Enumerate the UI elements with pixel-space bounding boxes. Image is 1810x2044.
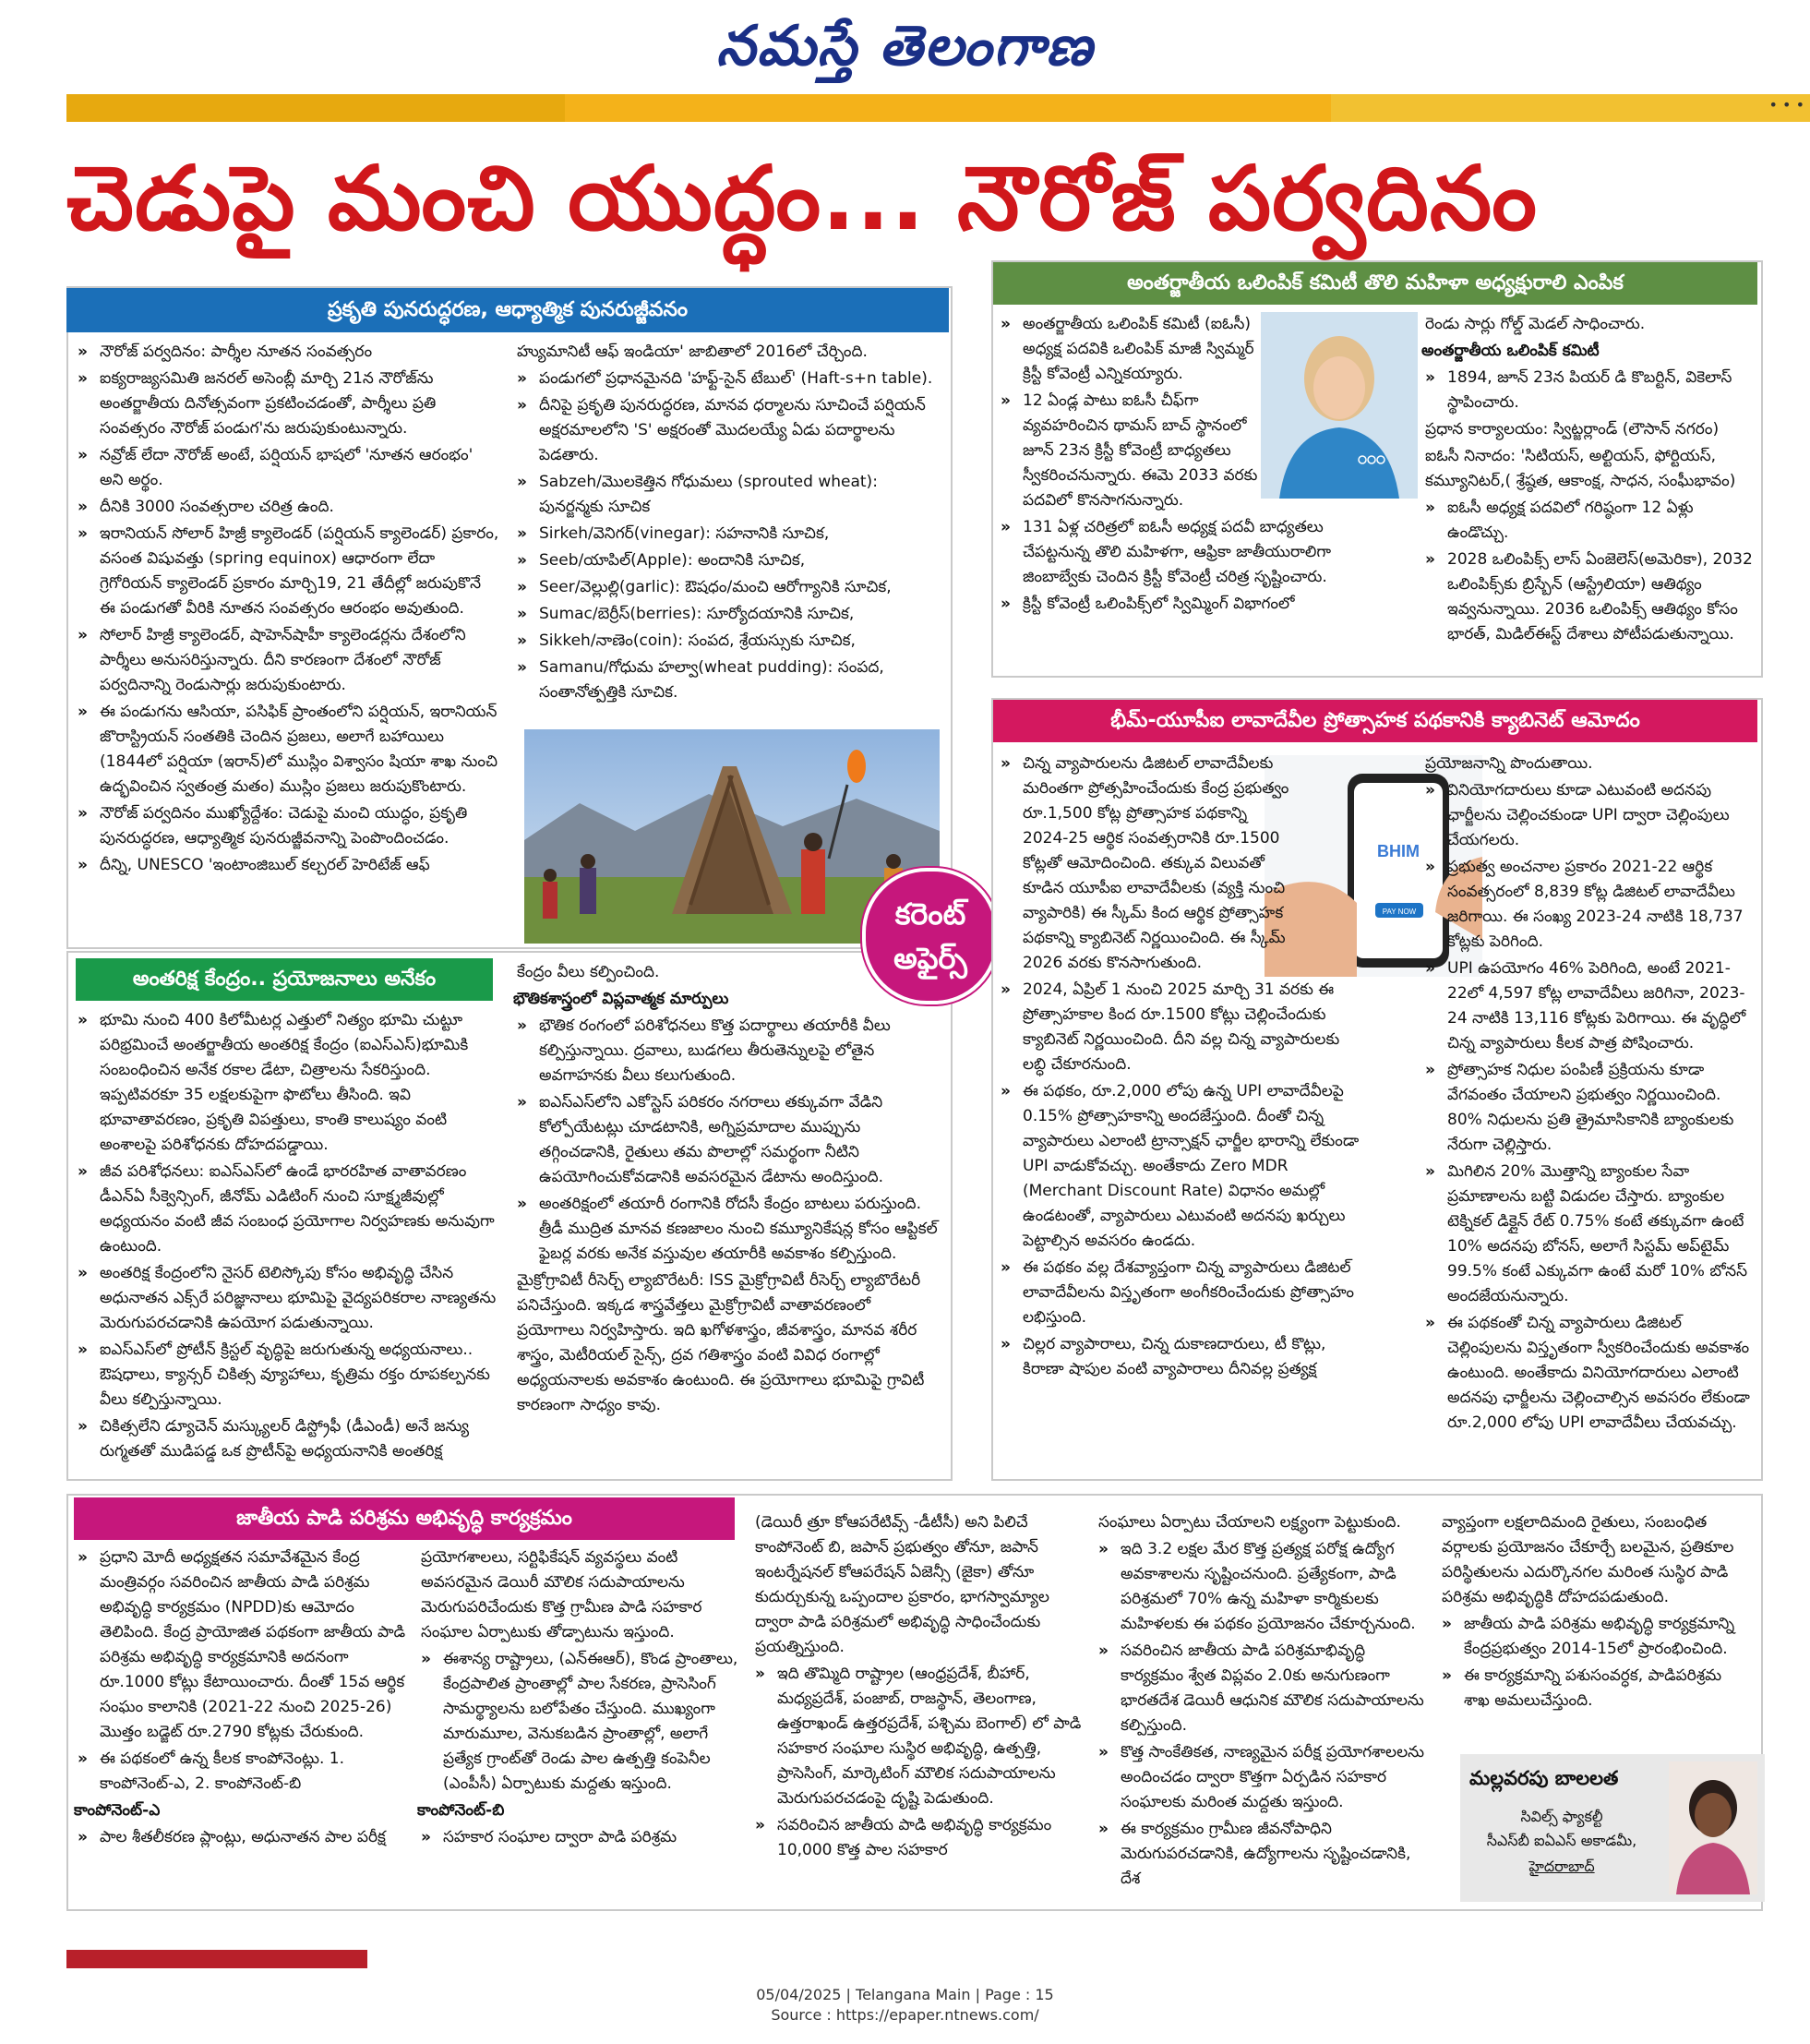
list-item: ఐఓసీ నినాదం: 'సిటియస్, అల్టియస్, ఫోర్టియస్, కమ్యూనిటర్,( శ్రేష్ఠత, ఆకాంక్ష, సాధన, సంఘీభావం) (1425, 447, 1736, 490)
dairy-column-5 (1438, 1510, 1752, 1715)
list-item: » ఈ పథకంతో చిన్న వ్యాపారులు డిజిటల్ చెల్లింపులను విస్తృతంగా స్వీకరించేందుకు అవకాశం ఉంటుంది. అంతేకాదు వినియోగదారులు ఎలాంటి అదనపు ఛార్జీలను చెల్లించాల్సిన అవసరం లేకుండా రూ.2,000 లోపు UPI లావాదేవీలు చేయవచ్చు. (1421, 1311, 1754, 1436)
list-item: » ప్రభుత్వ అంచనాల ప్రకారం 2021-22 ఆర్థిక సంవత్సరంలో 8,839 కోట్ల డిజిటల్ లావాదేవీలు జరిగాయి. ఈ సంఖ్య 2023-24 నాటికి 18,737 కోట్లకు పెరిగింది. (1421, 855, 1754, 955)
list-item: » ఈ పండుగను ఆసియా, పసిఫిక్ ప్రాంతంలోని పర్షియన్, ఇరానియన్ జొరాస్ట్రియన్ సంతతికి చెందిన ప్రజలు, అలాగే బహాయిలు (1844లో పర్షియా (ఇరాన్)లో ముస్లిం విశ్వాసం షియా శాఖ నుంచి ఉద్భవించిన స్వతంత్ర మతం) ముస్లిం ప్రజలు జరుపుకొంటారు. (74, 700, 500, 800)
list-item: » దీనిపై ప్రకృతి పునరుద్ధరణ, మానవ ధర్మాలను సూచించే పర్షియన్ అక్షరమాలలోని 'S' అక్షరంతో మొదలయ్యే ఏడు పదార్థాలను పెడతారు. (513, 393, 940, 468)
ioc-column-1 (997, 312, 1449, 619)
author-org: సీఎస్‌బీ ఐఏఎస్ అకాడమీ, (1486, 1832, 1637, 1849)
author-city: హైదరాబాద్ (1528, 1858, 1595, 1875)
list-item: » 131 ఏళ్ల చరిత్రలో ఐఓసీ అధ్యక్ష పదవీ బాధ్యతలు చేపట్టనున్న తొలి మహిళగా, ఆఫ్రికా జాతీయురాలిగా జింబాబ్వేకు చెందిన క్రిస్టీ కోవెంట్రీ చరిత్ర సృష్టించారు. (997, 515, 1381, 590)
list-item: » మిగిలిన 20% మొత్తాన్ని బ్యాంకుల సేవా ప్రమాణాలను బట్టి విడుదల చేస్తారు. బ్యాంకుల టెక్నికల్ డిక్లైన్ రేట్ 0.75% కంటే తక్కువగా ఉంటే 10% అదనపు బోనస్, అలాగే సిస్టమ్ అప్‌టైమ్ 99.5% కంటే ఎక్కువగా ఉంటే మరో 10% బోనస్ అందజేయనున్నారు. (1421, 1160, 1754, 1309)
list-item: » వినియోగదారులు కూడా ఎటువంటి అదనపు ఛార్జీలను చెల్లించకుండా UPI ద్వారా చెల్లింపులు చేయగలరు. (1421, 778, 1754, 853)
list-item: » ఈశాన్య రాష్ట్రాలు, (ఎన్ఈఆర్), కొండ ప్రాంతాలు, కేంద్రపాలిత ప్రాంతాల్లో పాల సేకరణ, ప్రాసెసింగ్ సామర్థ్యాలను బలోపేతం చేస్తుంది. ముఖ్యంగా మారుమూల, వెనుకబడిన ప్రాంతాల్లో, అలాగే ప్రత్యేక గ్రాంట్‌తో రెండు పాల ఉత్పత్తి కంపెనీల (ఎంపీసీ) ఏర్పాటుకు మద్దతు ఇస్తుంది. (417, 1647, 740, 1797)
upi-column-1 (997, 751, 1366, 1384)
page-headline: చెడుపై మంచి యుద్ధం... నౌరోజ్ పర్వదినం (66, 147, 1538, 250)
author-box (1460, 1754, 1765, 1902)
list-item: » పాల శీతలీకరణ ప్లాంట్లు, అధునాతన పాల పరీక్ష (74, 1825, 406, 1850)
ioc-col1-text (997, 312, 1449, 617)
nowruz-column-2 (513, 340, 940, 707)
dairy-subheading-b: కాంపోనెంట్-బి (417, 1801, 505, 1820)
author-role: సివిల్స్ ఫ్యాకల్టీ (1520, 1808, 1603, 1825)
list-item: » 2024, ఏప్రిల్ 1 నుంచి 2025 మార్చి 31 వరకు ఈ ప్రోత్సాహకాల కింద రూ.1500 కోట్లు చెల్లించేందుకు క్యాబినెట్ నిర్ణయించింది. దీని వల్ల చిన్న వ్యాపారులకు లబ్ధి చేకూరనుంది. (997, 978, 1366, 1077)
list-item: » ప్రోత్సాహక నిధుల పంపిణీ ప్రక్రియను కూడా వేగవంతం చేయాలని ప్రభుత్వం నిర్ణయించింది. 80% నిధులను ప్రతి త్రైమాసికానికి బ్యాంకులకు నేరుగా చెల్లిస్తారు. (1421, 1058, 1754, 1158)
ioc-heading: అంతర్జాతీయ ఒలింపిక్ కమిటీ తొలి మహిళా అధ్యక్షురాలి ఎంపిక (993, 262, 1757, 305)
list-item: » అంతర్జాతీయ ఒలింపిక్ కమిటీ (ఐఓసీ) అధ్యక్ష పదవికి ఒలింపిక్ మాజీ స్విమ్మర్ క్రిస్టీ కోవెంట్రీ ఎన్నికయ్యారు. (997, 312, 1263, 387)
list-item: ప్రధాన కార్యాలయం: స్విట్జర్లాండ్ (లౌసాన్ నగరం) (1425, 420, 1720, 439)
list-item: » నౌరోజ్ పర్వదినం ముఖ్యోద్దేశం: చెడుపై మంచి యుద్ధం, ప్రకృతి పునరుద్ధరణ, ఆధ్యాత్మిక పునరుజ్జీవనాన్ని పెంపొందించడం. (74, 801, 500, 851)
dairy-heading: జాతీయ పాడి పరిశ్రమ అభివృద్ధి కార్యక్రమం (74, 1497, 735, 1540)
list-item: » ఈ పథకం, రూ.2,000 లోపు ఉన్న UPI లావాదేవీలపై 0.15% ప్రోత్సాహకాన్ని అందజేస్తుంది. దీంతో చిన్న వ్యాపారులు ఎలాంటి ట్రాన్సాక్షన్ ఛార్జీల భారాన్ని లేకుండా UPI వాడుకోవచ్చు. అంతేకాదు Zero MDR (Merchant Discount Rate) విధానం అమల్లో ఉండటంతో, వ్యాపారులు ఎటువంటి అదనపు ఖర్చులు పెట్టాల్సిన అవసరం ఉండదు. (997, 1079, 1366, 1254)
list-item: » ఈ పథకం వల్ల దేశవ్యాప్తంగా చిన్న వ్యాపారులు డిజిటల్ లావాదేవీలను విస్తృతంగా అంగీకరించేందుకు ప్రోత్సాహం లభిస్తుంది. (997, 1256, 1366, 1330)
current-affairs-badge (862, 868, 999, 1004)
pay-now-label: PAY NOW (1382, 908, 1417, 916)
author-photo (1669, 1761, 1757, 1894)
dairy-subheading-a: కాంపోనెంట్-ఎ (74, 1801, 161, 1820)
space-column-2 (513, 960, 940, 1420)
list-item: » జీవ పరిశోధనలు: ఐఎస్ఎస్‌లో ఉండే భారరహిత వాతావరణం డీఎన్ఏ సీక్వెన్సింగ్, జీనోమ్ ఎడిటింగ్ నుంచి సూక్ష్మజీవుల్లో అధ్యయనం వంటి జీవ సంబంధ ప్రయోగాల నిర్వహణకు అనువుగా ఉంటుంది. (74, 1160, 500, 1259)
list-item: » 12 ఏండ్ల పాటు ఐఓసీ చీఫ్‌గా వ్యవహరించిన థామస్ బాచ్ స్థానంలో జూన్ 23న క్రిస్టీ కోవెంట్రీ బాధ్యతలు స్వీకరించనున్నారు. ఈమె 2033 వరకు పదవిలో కొనసాగనున్నారు. (997, 389, 1265, 513)
dairy-column-2 (417, 1545, 740, 1852)
list-item: » చికిత్సలేని డ్యూచెన్ మస్క్యులర్ డిస్ట్రోఫీ (డీఎండీ) అనే జన్యు రుగ్మతతో ముడిపడ్డ ఒక ప్రొటీన్‌పై అధ్యయనానికి అంతరిక్ష (74, 1414, 500, 1464)
band-dots: • • • (1768, 96, 1804, 114)
list-item: » నవ్రోజ్ లేదా నౌరోజ్ అంటే, పర్షియన్ భాషలో 'నూతన ఆరంభం' అని అర్థం. (74, 443, 500, 493)
list-item: » సోలార్ హిజ్రీ క్యాలెండర్, షాహెన్‌షాహీ క్యాలెండర్లను దేశంలోని పార్శీలు అనుసరిస్తున్నారు. దీని కారణంగా దేశంలో నౌరోజ్ పర్వదినాన్ని రెండుసార్లు జరుపుకుంటారు. (74, 623, 500, 698)
list-item: » ఐఎస్ఎస్‌లో ప్రోటీన్ క్రిస్టల్ వృద్ధిపై జరుగుతున్న అధ్యయనాలు.. ఔషధాలు, క్యాన్సర్ చికిత్స వ్యూహాలు, కృత్రిమ రక్తం రూపకల్పనకు వీలు కల్పిస్తున్నాయి. (74, 1338, 500, 1413)
footer-edition-line: 05/04/2025 | Telangana Main | Page : 15 (756, 1986, 1054, 2003)
list-item: » అంతరిక్షంలో తయారీ రంగానికి రోదసీ కేంద్రం బాటలు పరుస్తుంది. త్రీడీ ముద్రిత మానవ కణజాలం నుంచి కమ్యూనికేషన్ల కోసం ఆప్టికల్ ఫైబర్ల వరకు అనేక వస్తువుల తయారీకి అవకాశం కల్పిస్తుంది. (513, 1192, 940, 1267)
list-item: » ఇది 3.2 లక్షల మేర కొత్త ప్రత్యక్ష పరోక్ష ఉద్యోగ అవకాశాలను సృష్టించనుంది. ప్రత్యేకంగా, పాడి పరిశ్రమలో 70% ఉన్న మహిళా కార్మికులకు మహిళలకు ఈ పథకం ప్రయోజనం చేకూర్చనుంది. (1095, 1537, 1427, 1637)
dairy-column-3 (751, 1510, 1084, 1865)
list-item: » ఐఓసీ అధ్యక్ష పదవిలో గరిష్ఠంగా 12 ఏళ్లు ఉండొచ్చు. (1421, 496, 1754, 546)
list-item: మైక్రోగ్రావిటీ రీసెర్చ్ ల్యాబొరేటరీ: ISS మైక్రోగ్రావిటీ రీసెర్చ్ ల్యాబొరేటరీ పనిచేస్తుంది. ఇక్కడ శాస్త్రవేత్తలు మైక్రోగ్రావిటీ వాతావరణంలో ప్రయోగాలు నిర్వహిస్తారు. ఇది ఖగోళశాస్త్రం, జీవశాస్త్రం, మానవ శరీర శాస్త్రం, మెటీరియల్ సైన్స్, ద్రవ గతిశాస్త్రం వంటి వివిధ రంగాల్లో అధ్యయనాలకు అవకాశం ఉంటుంది. ఈ ప్రయోగాలు భూమిపై గ్రావిటీ కారణంగా సాధ్యం కావు. (517, 1271, 925, 1414)
list-item: రెండు సార్లు గోల్డ్ మెడల్ సాధించారు. (1425, 315, 1646, 333)
list-item: » ప్రధాని మోదీ అధ్యక్షతన సమావేశమైన కేంద్ర మంత్రివర్గం సవరించిన జాతీయ పాడి పరిశ్రమ అభివృద్ధి కార్యక్రమం (NPDD)కు ఆమోదం తెలిపింది. కేంద్ర ప్రాయోజిత పథకంగా జాతీయ పాడి పరిశ్రమ అభివృద్ధి కార్యక్రమానికి అదనంగా రూ.1000 కోట్లు కేటాయించారు. దీంతో 15వ ఆర్థిక సంఘం కాలానికి (2021-22 నుంచి 2025-26) మొత్తం బడ్జెట్ రూ.2790 కోట్లకు చేరుకుంది. (74, 1545, 406, 1745)
list-item: » ఇరానియన్ సోలార్ హిజ్రీ క్యాలెండర్ (పర్షియన్ క్యాలెండర్) ప్రకారం, వసంత విషువత్తు (spring equinox) ఆధారంగా లేదా గ్రెగోరియన్ క్యాలెండర్ ప్రకారం మార్చి19, 21 తేదీల్లో జరుపుకొనే ఈ పండుగతో వీరికి నూతన సంవత్సరం ఆరంభం అవుతుంది. (74, 522, 500, 621)
dairy-column-1 (74, 1545, 406, 1852)
list-item: » చిల్లర వ్యాపారాలు, చిన్న దుకాణదారులు, టీ కొట్లు, కిరాణా షాపుల వంటి వ్యాపారాలు దీనివల్ల ప్రత్యక్ష (997, 1332, 1366, 1382)
list-item: వ్యాప్తంగా లక్షలాదిమంది రైతులు, సంబంధిత వర్గాలకు ప్రయోజనం చేకూర్చే బలమైన, ప్రతికూల పరిస్థితులను ఎదుర్కొనగల మరింత సుస్థిర పాడి పరిశ్రమ అభివృద్ధికి దోహదపడుతుంది. (1442, 1513, 1734, 1606)
badge-line-2: అఫైర్స్ (893, 941, 967, 976)
space-subheading: భౌతికశాస్త్రంలో విప్లవాత్మక మార్పులు (513, 990, 729, 1008)
list-item: » పండుగలో ప్రధానమైనది 'హఫ్ట్-సైన్ టేబుల్' (Haft-s+n table). (513, 367, 940, 391)
space-column-1 (74, 1008, 500, 1466)
list-item: » ఈ కార్యక్రమం గ్రామీణ జీవనోపాధిని మెరుగుపరచడానికి, ఉద్యోగాలను సృష్టించడానికి, దేశ (1095, 1817, 1427, 1892)
list-item: » 1894, జూన్ 23న పియర్ డి కొబర్టిన్, వికెలాస్ స్థాపించారు. (1421, 366, 1754, 415)
upi-column-2 (1421, 751, 1754, 1437)
top-color-band (66, 94, 1810, 122)
list-item: » కొత్త సాంకేతికత, నాణ్యమైన పరీక్ష ప్రయోగశాలలను అందించడం ద్వారా కొత్తగా ఏర్పడిన సహకార సంఘాలకు మరింత మద్దతు ఇస్తుంది. (1095, 1740, 1427, 1815)
ioc-subheading: అంతర్జాతీయ ఒలింపిక్ కమిటీ (1421, 342, 1600, 360)
footer-source-line: Source : https://epaper.ntnews.com/ (771, 2006, 1039, 2024)
list-item: సంఘాలు ఏర్పాటు చేయాలని లక్ష్యంగా పెట్టుకుంది. (1098, 1513, 1401, 1532)
dairy-column-4 (1095, 1510, 1427, 1894)
list-item: » దీన్ని, UNESCO 'ఇంటాంజిబుల్ కల్చరల్ హెరిటేజ్ ఆఫ్ (74, 853, 500, 878)
list-item: » సహకార సంఘాల ద్వారా పాడి పరిశ్రమ (417, 1825, 740, 1850)
list-item: » భూమి నుంచి 400 కిలోమీటర్ల ఎత్తులో నిత్యం భూమి చుట్టూ పరిభ్రమించే అంతర్జాతీయ అంతరిక్ష కేంద్రం (ఐఎస్ఎస్)భూమికి సంబంధించిన అనేక రకాల డేటా, చిత్రాలను సేకరిస్తుంది. ఇప్పటివరకూ 35 లక్షలకుపైగా ఫొటోలు తీసింది. ఇవి భూవాతావరణం, ప్రకృతి విపత్తులు, కాంతి కాలుష్యం వంటి అంశాలపై పరిశోధనకు దోహదపడ్డాయి. (74, 1008, 500, 1158)
list-item: » Seeb/యాపిల్(Apple): అందానికి సూచిక, (513, 548, 940, 573)
list-item: » నౌరోజ్ పర్వదినం: పార్శీల నూతన సంవత్సరం (74, 340, 500, 365)
list-item: ప్రయోగశాలలు, సర్టిఫికేషన్ వ్యవస్థలు వంటి అవసరమైన డెయిరీ మౌలిక సదుపాయాలను మెరుగుపరిచేందుకు కొత్త గ్రామీణ పాడి సహకార సంఘాల ఏర్పాటుకు తోడ్పాటును ఇస్తుంది. (421, 1548, 702, 1641)
list-item: » అంతరిక్ష కేంద్రంలోని నైసర్ టెలిస్కోపు కోసం అభివృద్ధి చేసిన అధునాతన ఎక్స్‌రే పరిజ్ఞానాలు భూమిపై వైద్యపరికరాల నాణ్యతను మెరుగుపరచడానికి ఉపయోగ పడుతున్నాయి. (74, 1261, 500, 1336)
list-item: » ఈ కార్యక్రమాన్ని పశుసంవర్ధక, పాడిపరిశ్రమ శాఖ అమలుచేస్తుంది. (1438, 1664, 1752, 1713)
upi-heading: భీమ్-యూపీఐ లావాదేవీల ప్రోత్సాహక పథకానికి క్యాబినెట్ ఆమోదం (993, 700, 1757, 742)
list-item: » దీనికి 3000 సంవత్సరాల చరిత్ర ఉంది. (74, 495, 500, 520)
list-item: » జాతీయ పాడి పరిశ్రమ అభివృద్ధి కార్యక్రమాన్ని కేంద్రప్రభుత్వం 2014-15లో ప్రారంభించింది. (1438, 1612, 1752, 1662)
list-item: (డెయిరీ త్రూ కోఆపరేటివ్స్ -డీటీసీ) అని పిలిచే కాంపోనెంట్ బి, జపాన్ ప్రభుత్వం తోనూ, జపాన్ ఇంటర్నేషనల్ కోఆపరేషన్ ఏజెన్సీ (జైకా) తోనూ కుదుర్చుకున్న ఒప్పందాల ప్రకారం, భాగస్వామ్యాల ద్వారా పాడి పరిశ్రమలో అభివృద్ధి సాధించేందుకు ప్రయత్నిస్తుంది. (755, 1513, 1049, 1656)
nowruz-heading: ప్రకృతి పునరుద్ధరణ, ఆధ్యాత్మిక పునరుజ్జీవనం (66, 288, 949, 332)
list-item: » ఐక్యరాజ్యసమితి జనరల్ అసెంబ్లీ మార్చి 21న నౌరోజ్‌ను అంతర్జాతీయ దినోత్సవంగా ప్రకటించడంతో, పార్శీలు ప్రతి సంవత్సరం నౌరోజ్ పండుగ'ను జరుపుకుంటున్నారు. (74, 367, 500, 441)
list-item: » Sabzeh/మొలకెత్తిన గోధుమలు (sprouted wheat): పునర్జన్మకు సూచిక (513, 470, 940, 520)
ioc-column-2 (1421, 312, 1754, 649)
nowruz-column-1 (74, 340, 500, 880)
list-item: » Sikkeh/నాణెం(coin): సంపద, శ్రేయస్సుకు సూచిక, (513, 629, 940, 654)
list-item: » ఈ పథకంలో ఉన్న కీలక కాంపోనెంట్లు. 1. కాంపోనెంట్-ఎ, 2. కాంపోనెంట్-బి (74, 1747, 406, 1797)
list-item: ప్రయోజనాన్ని పొందుతాయి. (1425, 754, 1593, 773)
list-item: » సవరించిన జాతీయ పాడి అభివృద్ధి కార్యక్రమం 10,000 కొత్త పాల సహకార (751, 1813, 1084, 1863)
masthead (0, 0, 1810, 92)
list-item: » క్రిస్టీ కోవెంట్రీ ఒలింపిక్స్‌లో స్విమ్మింగ్ విభాగంలో (997, 592, 1381, 617)
list-item: కేంద్రం వీలు కల్పించింది. (517, 963, 660, 981)
list-item: » భౌతిక రంగంలో పరిశోధనలు కొత్త పదార్థాలు తయారీకి వీలు కల్పిస్తున్నాయి. ద్రవాలు, బుడగలు తీరుతెన్నులపై లోతైన అవగాహనకు వీలు కలుగుతుంది. (513, 1014, 940, 1088)
badge-line-1: కరెంట్ (894, 896, 966, 932)
list-item: హ్యుమానిటీ ఆఫ్ ఇండియా' జాబితాలో 2016లో చేర్చింది. (517, 343, 868, 361)
list-item: » సవరించిన జాతీయ పాడి పరిశ్రమాభివృద్ధి కార్యక్రమం శ్వేత విప్లవం 2.0కు అనుగుణంగా భారతదేశ డెయిరీ ఆధునిక మౌలిక సదుపాయాలను కల్పిస్తుంది. (1095, 1639, 1427, 1738)
list-item: » Samanu/గోధుమ హల్వా(wheat pudding): సంపద, సంతానోత్పత్తికి సూచిక. (513, 655, 940, 705)
list-item: » 2028 ఒలింపిక్స్‌ లాస్ ఏంజెలెస్(అమెరికా), 2032 ఒలింపిక్స్‌కు బ్రిస్బేన్ (ఆస్ట్రేలియా) ఆతిథ్యం ఇవ్వనున్నాయి. 2036 ఒలింపిక్స్ ఆతిథ్యం కోసం భారత్, మిడిల్‌ఈస్ట్ దేశాలు పోటీపడుతున్నాయి. (1421, 547, 1754, 647)
author-name: మల్లవరపు బాలలత (1469, 1767, 1619, 1789)
list-item: » UPI ఉపయోగం 46% పెరిగింది, అంటే 2021-22లో 4,597 కోట్ల లావాదేవీలు జరిగినా, 2023-24 నాటికి 13,116 కోట్లకు పెరిగాయి. ఈ వృద్ధిలో చిన్న వ్యాపారులు కీలక పాత్ర పోషించారు. (1421, 956, 1754, 1056)
bhim-logo: BHIM (1377, 842, 1420, 860)
next-section-strip (66, 1950, 367, 1968)
list-item: » చిన్న వ్యాపారులను డిజిటల్ లావాదేవీలకు మరింతగా ప్రోత్సహించేందుకు కేంద్ర ప్రభుత్వం రూ.1,500 కోట్ల ప్రోత్సాహక పథకాన్ని 2024-25 ఆర్థిక సంవత్సరానికి రూ.1500 కోట్లతో ఆమోదించింది. తక్కువ విలువతో కూడిన యూపీఐ లావాదేవీలకు (వ్యక్తి నుంచి వ్యాపారికి) ఈ స్కీమ్ కింద ఆర్థిక ప్రోత్సాహక పథకాన్ని క్యాబినెట్ నిర్ణయించింది. ఈ స్కీమ్ 2026 వరకు కొనసాగుతుంది. (997, 751, 1290, 976)
newspaper-logo: నమస్తే తెలంగాణ (715, 14, 1095, 78)
list-item: » ఐఎస్ఎస్‌లోని ఎకోస్టెస్ పరికరం నగరాలు తక్కువగా వేడిని కోల్పోయేటట్లు చూడటానికి, అగ్నిప్రమాదాల ముప్పును తగ్గించడానికి, రైతులు తమ పొలాల్లో సమర్థంగా నీటిని ఉపయోగించుకోవడానికి అవసరమైన డేటాను అందిస్తుంది. (513, 1090, 940, 1190)
list-item: » Sumac/బెర్రీస్(berries): సూర్యోదయానికి సూచిక, (513, 602, 940, 627)
page-footer (0, 1985, 1810, 2026)
list-item: » Sirkeh/వెనిగర్(vinegar): సహనానికి సూచిక, (513, 522, 940, 547)
space-heading: అంతరిక్ష కేంద్రం.. ప్రయోజనాలు అనేకం (76, 958, 493, 1001)
list-item: » ఇది తొమ్మిది రాష్ట్రాల (ఆంధ్రప్రదేశ్, బీహార్, మధ్యప్రదేశ్, పంజాబ్, రాజస్థాన్, తెలంగాణ, ఉత్తరాఖండ్ ఉత్తరప్రదేశ్, పశ్చిమ బెంగాల్) లో పాడి సహకార సంఘాల సుస్థిర అభివృద్ధి, ఉత్పత్తి, ప్రాసెసింగ్, మార్కెటింగ్ మౌలిక సదుపాయాలను మెరుగుపరచడంపై దృష్టి పెడుతుంది. (751, 1662, 1084, 1811)
list-item: » Seer/వెల్లుల్లి(garlic): ఔషధం/మంచి ఆరోగ్యానికి సూచిక, (513, 575, 940, 600)
